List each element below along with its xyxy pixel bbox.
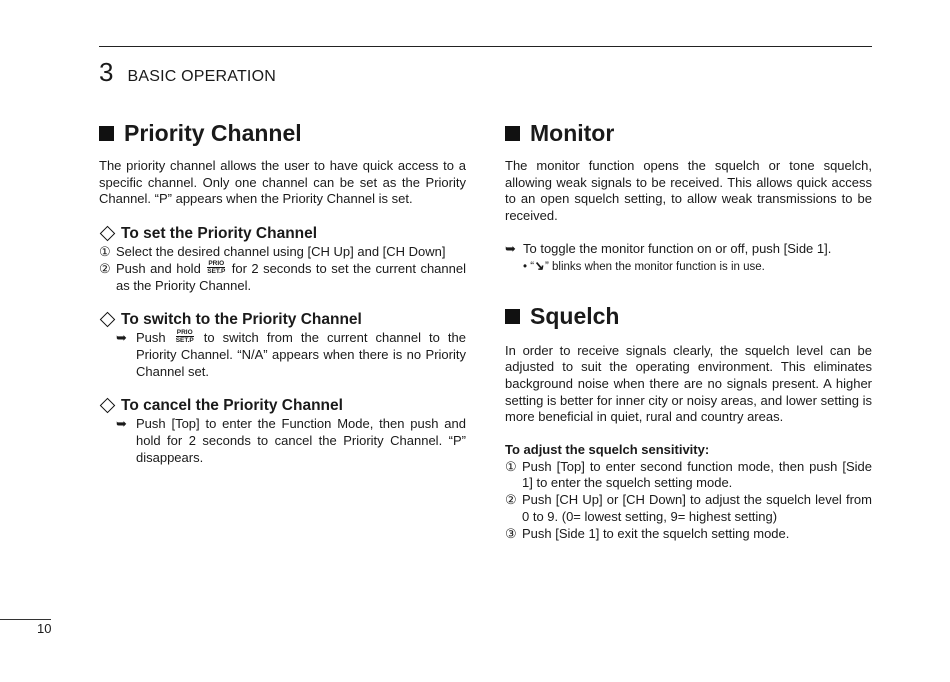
square-bullet-icon [505,126,520,141]
arrow-icon: ➥ [116,330,127,346]
priority-intro: The priority channel allows the user to have quick access to a specific channel. Only one channel can be set as the Priority Channel. “P” appears when the Priority Channel is set. [99,158,466,207]
arrow-icon: ➥ [505,240,516,256]
page-number: 10 [37,621,52,636]
cancel-priority-heading: To cancel the Priority Channel [99,396,466,415]
squelch-step: ② Push [CH Up] or [CH Down] to adjust the squelch level from 0 to 9. (0= lowest setting, 9= highest setting) [505,492,872,524]
chapter-header [99,57,276,88]
squelch-step: ③ Push [Side 1] to exit the squelch setting mode. [505,525,790,541]
left-column [99,118,466,466]
squelch-heading: Squelch [505,301,872,331]
monitor-toggle-step: ➥ To toggle the monitor function on or off, push [Side 1]. [505,240,832,256]
switch-priority-heading: To switch to the Priority Channel [99,310,466,329]
diamond-icon [100,312,116,328]
chapter-number: 3 [99,57,114,87]
prio-key-icon: PRIO SET.P [207,259,226,275]
header-rule [99,46,872,47]
diamond-icon [100,398,116,414]
set-priority-heading: To set the Priority Channel [99,224,466,243]
monitor-heading: Monitor [505,118,872,148]
right-column [505,118,872,542]
monitor-bullet: • “↘” blinks when the monitor function is in use. [523,257,765,273]
squelch-intro: In order to receive signals clearly, the squelch level can be adjusted to suit the operating environment. This eliminates background noise when there are no signals present. A higher setting is better for inner city or noisy areas, and lower setting is more beneficial in quiet, rural and country areas. [505,342,872,425]
set-step-2: ② Push and hold PRIO SET.P for 2 seconds to set the current channel as the Priority Channel. [99,259,466,293]
squelch-step: ① Push [Top] to enter second function mode, then push [Side 1] to enter the squelch setting mode. [505,458,872,491]
monitor-signal-icon: ↘ [532,257,547,273]
square-bullet-icon [505,309,520,324]
footer-rule [0,619,51,620]
squelch-subheading: To adjust the squelch sensitivity: [505,442,710,458]
switch-step: ➥ Push PRIO SET.P to switch from the current channel to the Priority Channel. “N/A” appears when there is no Priority Channel set. [99,330,466,380]
square-bullet-icon [99,126,114,141]
arrow-icon: ➥ [116,416,127,432]
monitor-intro: The monitor function opens the squelch or tone squelch, allowing weak signals to be received. This allows quick access to an open squelch setting, to allow weak transmissions to be received. [505,158,872,224]
set-step-1: ① Select the desired channel using [CH Up] and [CH Down] [99,244,446,260]
priority-channel-heading: Priority Channel [99,118,466,148]
chapter-title: BASIC OPERATION [127,68,276,85]
diamond-icon [100,226,116,242]
prio-key-icon: PRIO SET.P [175,329,194,345]
cancel-step: ➥ Push [Top] to enter the Function Mode, then push and hold for 2 seconds to cancel the Priority Channel. “P” disappears. [99,416,466,466]
